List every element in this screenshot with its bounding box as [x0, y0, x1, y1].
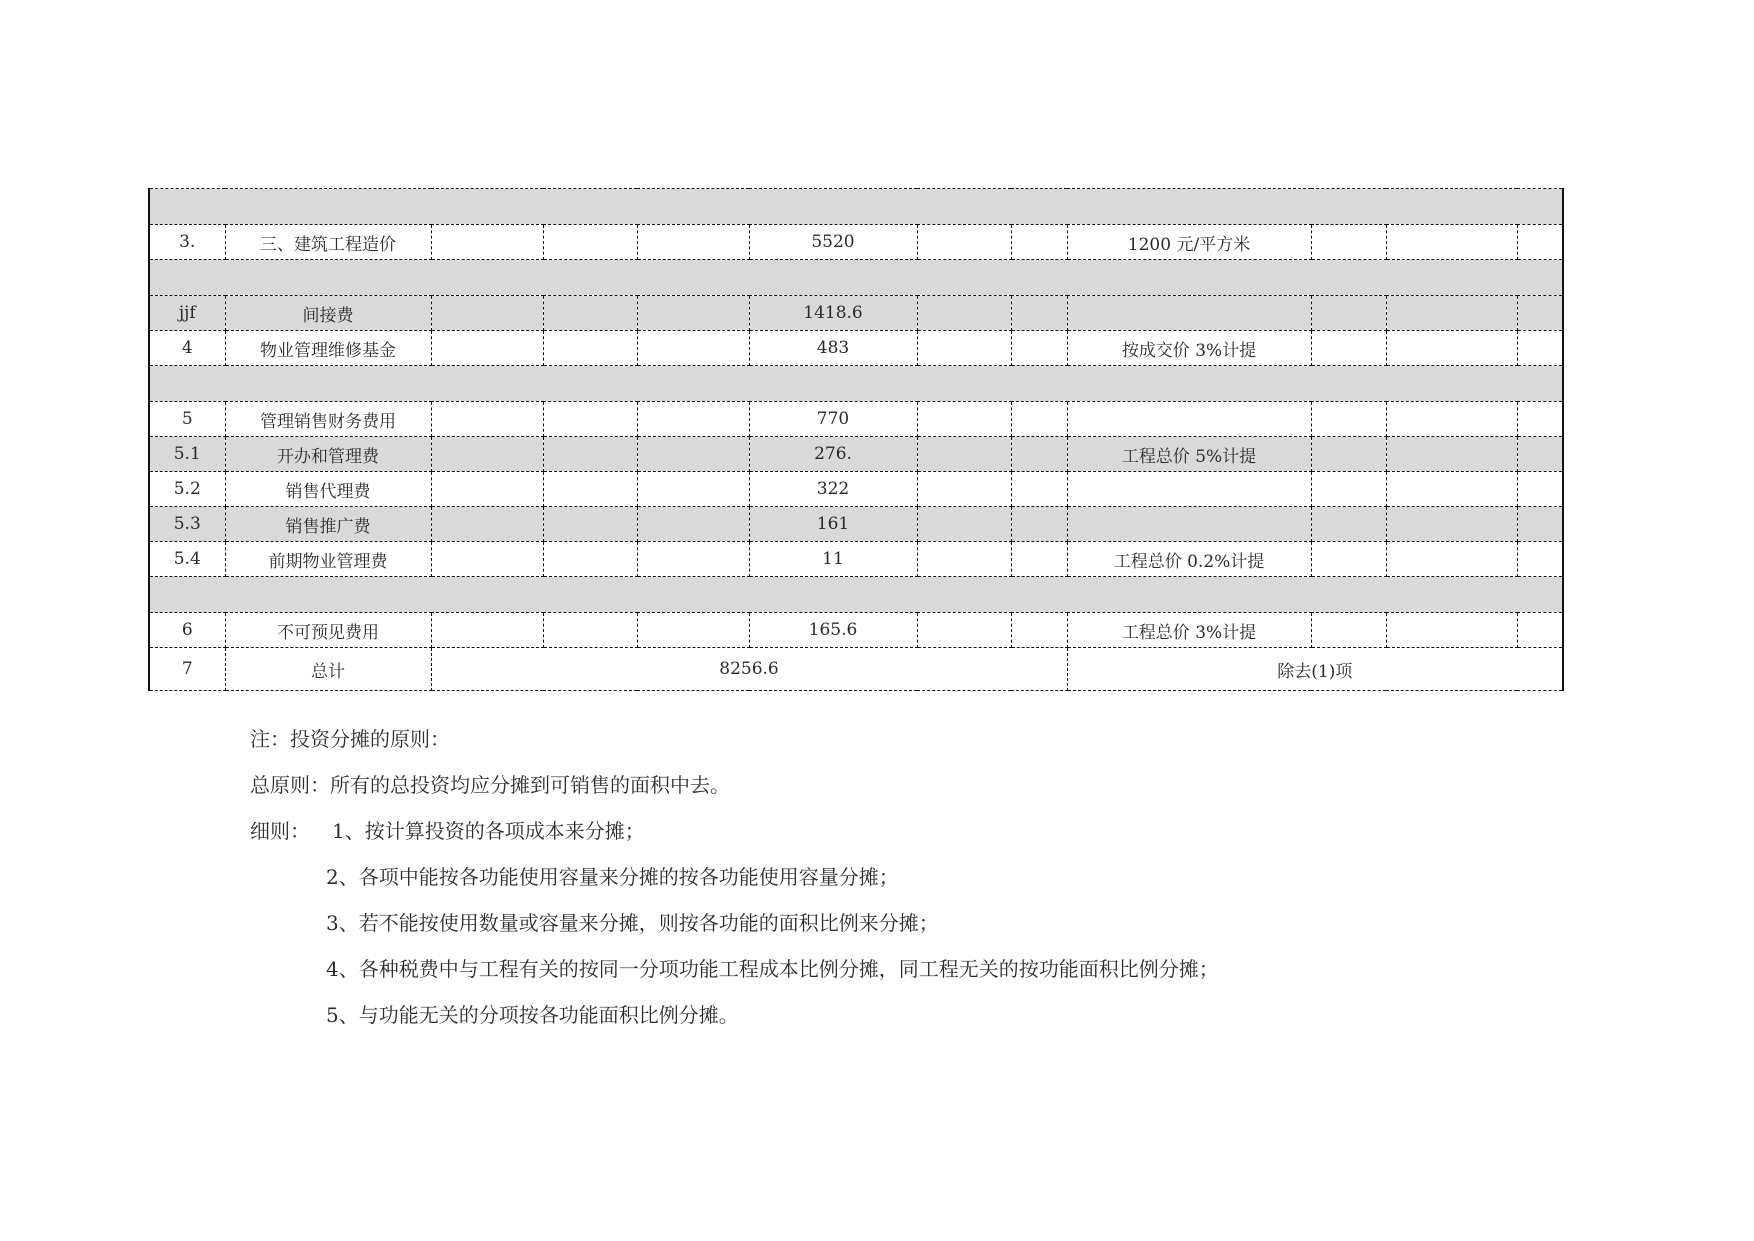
spacer-row	[149, 366, 1563, 402]
item-name-cell: 管理销售财务费用	[225, 402, 431, 437]
total-row	[149, 648, 1563, 691]
item-name-cell: 销售代理费	[225, 472, 431, 507]
amount-cell: 322	[749, 472, 917, 507]
empty-cell	[431, 472, 543, 507]
empty-cell	[1011, 437, 1067, 472]
table-row	[149, 613, 1563, 648]
row-number-cell: 5.4	[149, 542, 225, 577]
empty-cell	[543, 402, 637, 437]
item-name-cell: 间接费	[225, 296, 431, 331]
rule-item: 3、若不能按使用数量或容量来分摊，则按各功能的面积比例来分摊；	[326, 911, 939, 935]
amount-cell: 161	[749, 507, 917, 542]
remark-cell	[1067, 472, 1311, 507]
item-name-cell: 物业管理维修基金	[225, 331, 431, 366]
table-row	[149, 331, 1563, 366]
notes-heading: 注：投资分摊的原则：	[250, 727, 450, 751]
empty-cell	[1386, 542, 1517, 577]
row-number-cell: 5.1	[149, 437, 225, 472]
table-row	[149, 225, 1563, 260]
row-number-cell: 5.2	[149, 472, 225, 507]
empty-cell	[543, 331, 637, 366]
empty-cell	[637, 507, 749, 542]
empty-cell	[637, 472, 749, 507]
empty-cell	[917, 613, 1011, 648]
empty-cell	[1517, 296, 1563, 331]
empty-cell	[431, 507, 543, 542]
empty-cell	[543, 296, 637, 331]
empty-cell	[1386, 331, 1517, 366]
empty-cell	[1011, 472, 1067, 507]
empty-cell	[1311, 472, 1386, 507]
empty-cell	[1517, 472, 1563, 507]
empty-cell	[1011, 507, 1067, 542]
item-name-cell: 三、建筑工程造价	[225, 225, 431, 260]
empty-cell	[1386, 472, 1517, 507]
empty-cell	[1386, 402, 1517, 437]
empty-cell	[1517, 331, 1563, 366]
empty-cell	[1386, 296, 1517, 331]
empty-cell	[1011, 542, 1067, 577]
row-number-cell: 3.	[149, 225, 225, 260]
empty-cell	[1311, 331, 1386, 366]
empty-cell	[637, 402, 749, 437]
amount-cell: 11	[749, 542, 917, 577]
table-body	[149, 189, 1563, 691]
remark-cell: 除去(1)项	[1067, 648, 1563, 691]
empty-cell	[431, 437, 543, 472]
spacer-row	[149, 577, 1563, 613]
spacer-cell	[149, 366, 1563, 402]
rule-item: 4、各种税费中与工程有关的按同一分项功能工程成本比例分摊，同工程无关的按功能面积比例分摊；	[326, 957, 1219, 981]
remark-cell	[1067, 507, 1311, 542]
empty-cell	[1011, 613, 1067, 648]
empty-cell	[543, 507, 637, 542]
remark-cell: 工程总价 5%计提	[1067, 437, 1311, 472]
detail-label: 细则：	[250, 819, 310, 843]
remark-cell: 1200 元/平方米	[1067, 225, 1311, 260]
empty-cell	[1517, 402, 1563, 437]
amount-cell: 770	[749, 402, 917, 437]
item-name-cell: 开办和管理费	[225, 437, 431, 472]
general-principle: 总原则：所有的总投资均应分摊到可销售的面积中去。	[250, 773, 730, 797]
empty-cell	[917, 507, 1011, 542]
row-number-cell: 5	[149, 402, 225, 437]
empty-cell	[917, 437, 1011, 472]
rule-item: 1、按计算投资的各项成本来分摊；	[332, 819, 645, 843]
empty-cell	[1517, 507, 1563, 542]
table-row	[149, 296, 1563, 331]
empty-cell	[1311, 507, 1386, 542]
amount-cell: 276.	[749, 437, 917, 472]
item-name-cell: 不可预见费用	[225, 613, 431, 648]
empty-cell	[917, 472, 1011, 507]
empty-cell	[917, 331, 1011, 366]
table-row	[149, 402, 1563, 437]
empty-cell	[637, 613, 749, 648]
empty-cell	[1386, 437, 1517, 472]
empty-cell	[1386, 507, 1517, 542]
empty-cell	[431, 296, 543, 331]
empty-cell	[543, 542, 637, 577]
empty-cell	[1517, 542, 1563, 577]
amount-cell: 165.6	[749, 613, 917, 648]
empty-cell	[431, 331, 543, 366]
empty-cell	[917, 542, 1011, 577]
amount-cell: 1418.6	[749, 296, 917, 331]
empty-cell	[917, 225, 1011, 260]
row-number-cell: 5.3	[149, 507, 225, 542]
empty-cell	[431, 225, 543, 260]
row-number-cell: 4	[149, 331, 225, 366]
empty-cell	[1311, 225, 1386, 260]
table-row	[149, 472, 1563, 507]
empty-cell	[917, 296, 1011, 331]
remark-cell	[1067, 402, 1311, 437]
rule-first-line	[250, 808, 1219, 854]
empty-cell	[1311, 296, 1386, 331]
empty-cell	[637, 331, 749, 366]
rule-item: 5、与功能无关的分项按各功能面积比例分摊。	[326, 1003, 739, 1027]
empty-cell	[637, 225, 749, 260]
empty-cell	[1011, 331, 1067, 366]
table-row	[149, 542, 1563, 577]
empty-cell	[431, 613, 543, 648]
empty-cell	[1311, 613, 1386, 648]
empty-cell	[637, 542, 749, 577]
empty-cell	[431, 542, 543, 577]
empty-cell	[1517, 225, 1563, 260]
remark-cell: 工程总价 0.2%计提	[1067, 542, 1311, 577]
empty-cell	[1011, 402, 1067, 437]
rule-item: 2、各项中能按各功能使用容量来分摊的按各功能使用容量分摊；	[326, 865, 899, 889]
empty-cell	[917, 402, 1011, 437]
empty-cell	[637, 437, 749, 472]
spacer-cell	[149, 260, 1563, 296]
table-row	[149, 507, 1563, 542]
spacer-cell	[149, 577, 1563, 613]
empty-cell	[1311, 542, 1386, 577]
table-row	[149, 437, 1563, 472]
amount-cell: 5520	[749, 225, 917, 260]
amount-cell: 483	[749, 331, 917, 366]
remark-cell: 按成交价 3%计提	[1067, 331, 1311, 366]
row-number-cell: 7	[149, 648, 225, 691]
empty-cell	[1011, 296, 1067, 331]
remark-cell	[1067, 296, 1311, 331]
empty-cell	[637, 296, 749, 331]
empty-cell	[543, 437, 637, 472]
spacer-row	[149, 189, 1563, 225]
empty-cell	[1311, 402, 1386, 437]
empty-cell	[543, 225, 637, 260]
item-name-cell: 销售推广费	[225, 507, 431, 542]
empty-cell	[543, 613, 637, 648]
spacer-cell	[149, 189, 1563, 225]
empty-cell	[1011, 225, 1067, 260]
total-amount-cell: 8256.6	[431, 648, 1067, 691]
empty-cell	[1517, 613, 1563, 648]
empty-cell	[1311, 437, 1386, 472]
item-name-cell: 总计	[225, 648, 431, 691]
spacer-row	[149, 260, 1563, 296]
empty-cell	[1386, 225, 1517, 260]
empty-cell	[1386, 613, 1517, 648]
row-number-cell: 6	[149, 613, 225, 648]
empty-cell	[1517, 437, 1563, 472]
cost-table	[148, 188, 1564, 691]
empty-cell	[431, 402, 543, 437]
investment-allocation-notes	[250, 716, 1219, 1038]
remark-cell: 工程总价 3%计提	[1067, 613, 1311, 648]
item-name-cell: 前期物业管理费	[225, 542, 431, 577]
row-number-cell: jjf	[149, 296, 225, 331]
empty-cell	[543, 472, 637, 507]
